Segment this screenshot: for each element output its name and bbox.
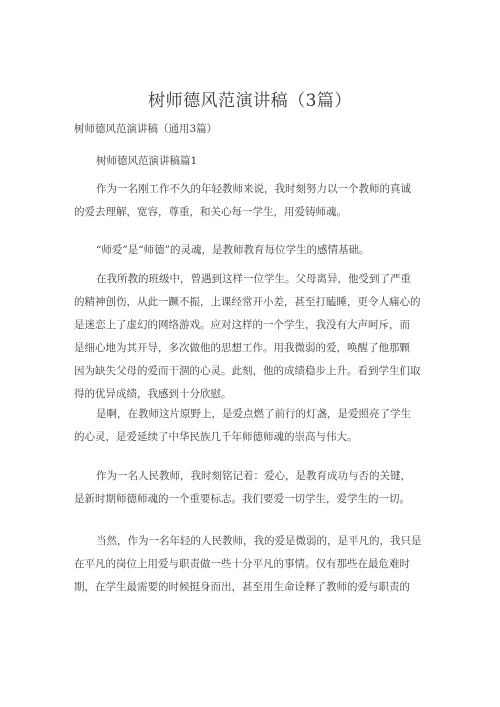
paragraph-line: 是啊，在教师这片原野上，是爱点燃了前行的灯盏，是爱照亮了学生 bbox=[96, 408, 411, 420]
paragraph-line: “师爱”是“师德”的灵魂，是教师教育每位学生的感情基础。 bbox=[96, 244, 370, 256]
document-title: 树师德风范演讲稿（3篇） bbox=[148, 91, 352, 111]
section-heading: 树师德风范演讲稿篇1 bbox=[96, 155, 198, 167]
document-subtitle: 树师德风范演讲稿（通用3篇） bbox=[74, 123, 218, 135]
paragraph-line: 作为一名人民教师，我时刻铭记着：爱心，是教育成功与否的关键， bbox=[96, 470, 411, 482]
paragraph-line: 是迷恋上了虚幻的网络游戏。应对这样的一个学生，我没有大声呵斥，而 bbox=[74, 319, 410, 331]
paragraph-line: 得的优异成绩，我感到十分欣慰。 bbox=[74, 388, 232, 400]
paragraph bbox=[74, 465, 428, 511]
paragraph-line: 的心灵，是爱延续了中华民族几千年师德师魂的崇高与伟大。 bbox=[74, 431, 358, 443]
paragraph-line: 是细心地为其开导，多次做他的思想工作。用我微弱的爱，唤醒了他那颗 bbox=[74, 342, 410, 354]
paragraph-line: 作为一名刚工作不久的年轻教师来说，我时刻努力以一个教师的真诚 bbox=[96, 183, 411, 195]
paragraph bbox=[74, 530, 428, 599]
paragraph bbox=[74, 239, 428, 262]
paragraph-line: 因为缺失父母的爱而干涸的心灵。此刻，他的成绩稳步上升。看到学生们取 bbox=[74, 365, 421, 377]
paragraph bbox=[74, 403, 428, 449]
paragraph-line: 的爱去理解，宽容，尊重，和关心每一学生，用爱铸师魂。 bbox=[74, 206, 347, 218]
paragraph-line: 的精神创伤，从此一蹶不振，上课经常开小差，甚至打瞌睡，更令人痛心的 bbox=[74, 296, 421, 308]
paragraph bbox=[74, 268, 428, 406]
paragraph-line: 期，在学生最需要的时候挺身而出，甚至用生命诠释了教师的爱与职责的 bbox=[74, 581, 410, 593]
paragraph-line: 当然，作为一名年轻的人民教师，我的爱是微弱的，是平凡的，我只是 bbox=[96, 535, 422, 547]
paragraph-line: 在我所教的班级中，曾遇到这样一位学生。父母离异，他受到了严重 bbox=[96, 273, 411, 285]
paragraph-line: 在平凡的岗位上用爱与职责做一些十分平凡的事情。仅有那些在最危难时 bbox=[74, 558, 410, 570]
paragraph bbox=[74, 178, 428, 224]
paragraph-line: 是新时期师德师魂的一个重要标志。我们要爱一切学生，爱学生的一切。 bbox=[74, 493, 410, 505]
